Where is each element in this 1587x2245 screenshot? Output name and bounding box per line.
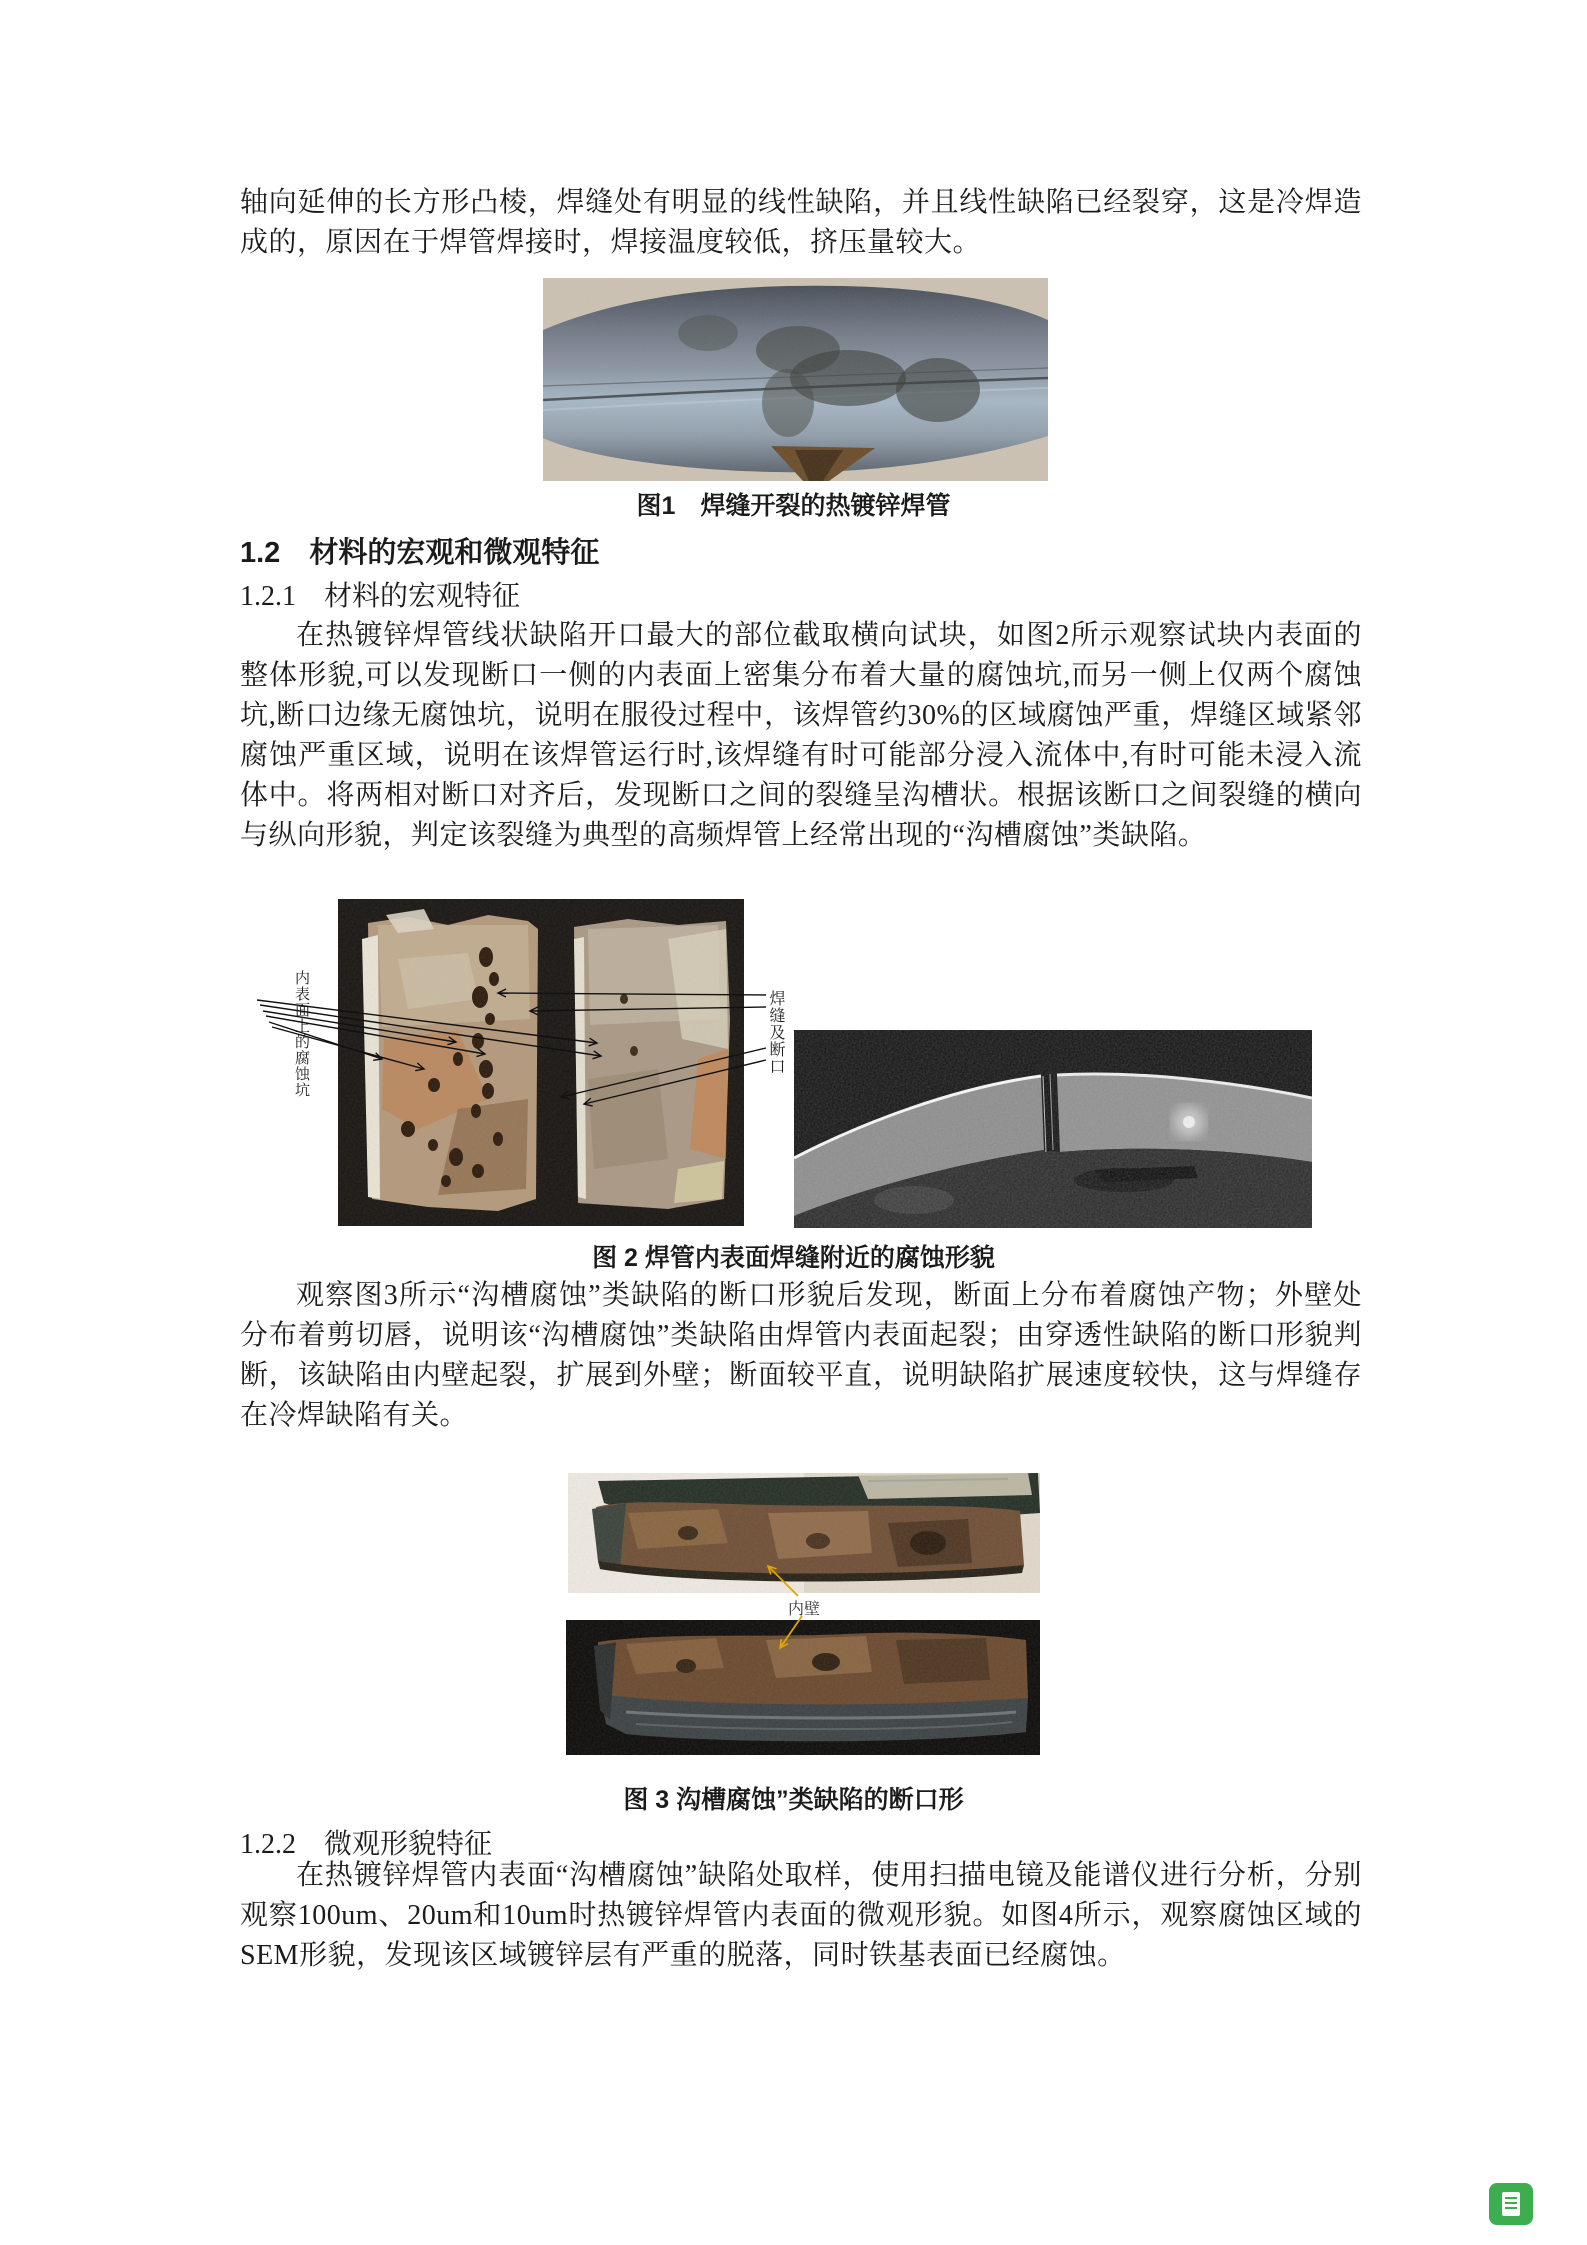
- figure2-left-photo: [338, 899, 744, 1226]
- figure2-right-photo: [794, 1030, 1312, 1228]
- figure1-photo: [543, 278, 1048, 481]
- figure1-caption: 图1 焊缝开裂的热镀锌焊管: [636, 492, 951, 520]
- figure2-caption: 图 2 焊管内表面焊缝附近的腐蚀形貌: [592, 1244, 995, 1272]
- floating-doc-badge[interactable]: [1489, 2183, 1533, 2225]
- figure2-group: [240, 895, 1330, 1230]
- figure2-label-weld-fracture: 焊缝及断口: [767, 990, 784, 1075]
- section-heading-1-2-2: 1.2.2 微观形貌特征: [240, 1829, 493, 1860]
- document-icon: [1502, 2192, 1520, 2216]
- micro-paragraph: 在热镀锌焊管内表面“沟槽腐蚀”缺陷处取样，使用扫描电镜及能谱仪进行分析，分别观察100um、20um和10um时热镀锌焊管内表面的微观形貌。如图4所示，观察腐蚀区域的SEM形貌，发现该区域镀锌层有严重的脱落，同时铁基表面已经腐蚀。: [240, 1860, 1362, 1971]
- figure3-upper-photo: [568, 1473, 1040, 1593]
- figure3-label-inner-wall: 内壁: [788, 1601, 821, 1618]
- fracture-paragraph: 观察图3所示“沟槽腐蚀”类缺陷的断口形貌后发现，断面上分布着腐蚀产物；外壁处分布着剪切唇，说明该“沟槽腐蚀”类缺陷由焊管内表面起裂；由穿透性缺陷的断口形貌判断，该缺陷由内壁起裂，扩展到外壁；断面较平直，说明缺陷扩展速度较快，这与焊缝存在冷焊缺陷有关。: [240, 1280, 1362, 1431]
- section-heading-1-2: 1.2 材料的宏观和微观特征: [240, 537, 600, 569]
- section-heading-1-2-1: 1.2.1 材料的宏观特征: [240, 581, 521, 612]
- figure3-caption: 图 3 沟槽腐蚀”类缺陷的断口形: [623, 1786, 964, 1814]
- figure3-lower-photo: [566, 1620, 1040, 1755]
- intro-paragraph: 轴向延伸的长方形凸棱，焊缝处有明显的线性缺陷，并且线性缺陷已经裂穿，这是冷焊造成的，原因在于焊管焊接时，焊接温度较低，挤压量较大。: [240, 187, 1362, 258]
- figure2-label-corrosion-pits: 内表面上的腐蚀坑: [293, 970, 309, 1098]
- figure3-group: [540, 1470, 1060, 1770]
- macro-paragraph: 在热镀锌焊管线状缺陷开口最大的部位截取横向试块，如图2所示观察试块内表面的整体形貌,可以发现断口一侧的内表面上密集分布着大量的腐蚀坑,而另一侧上仅两个腐蚀坑,断口边缘无腐蚀坑，说明在服役过程中，该焊管约30%的区域腐蚀严重，焊缝区域紧邻腐蚀严重区域，说明在该焊管运行时,该焊缝有时可能部分浸入流体中,有时可能未浸入流体中。将两相对断口对齐后，发现断口之间的裂缝呈沟槽状。根据该断口之间裂缝的横向与纵向形貌，判定该裂缝为典型的高频焊管上经常出现的“沟槽腐蚀”类缺陷。: [240, 620, 1362, 851]
